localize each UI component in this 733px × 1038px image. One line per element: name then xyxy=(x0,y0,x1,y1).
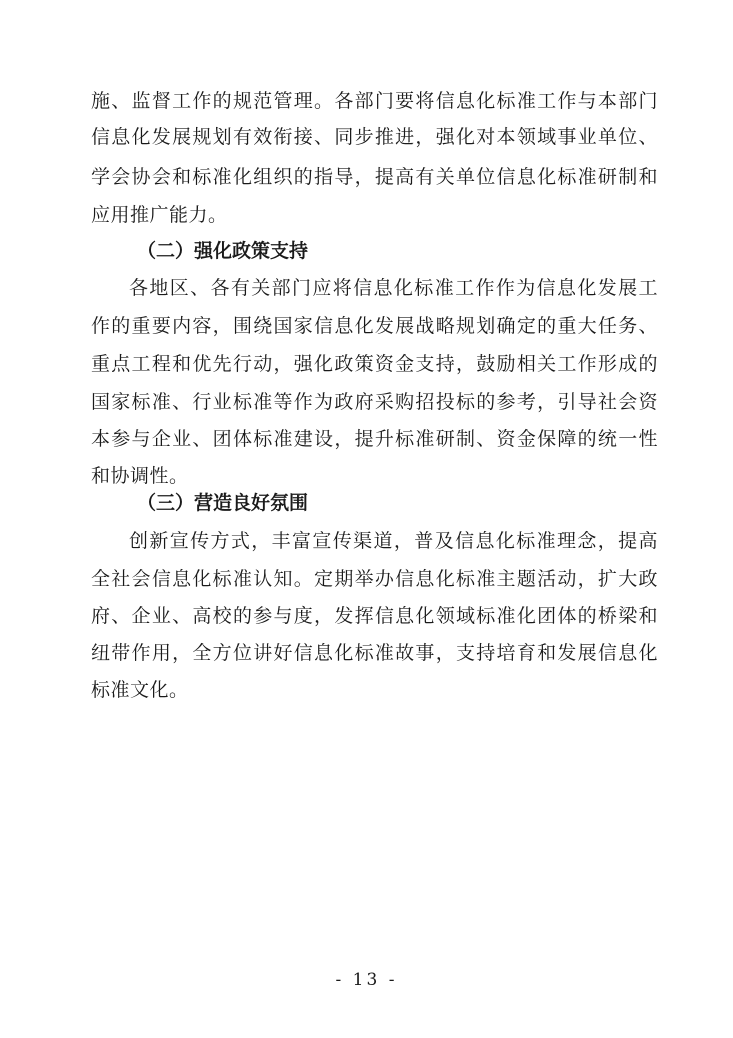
paragraph-line: 信息化发展规划有效衔接、同步推进，强化对本领域事业单位、 xyxy=(91,126,658,148)
paragraph-line: 施、监督工作的规范管理。各部门要将信息化标准工作与本部门 xyxy=(91,90,658,112)
section-heading: （二）强化政策支持 xyxy=(137,240,309,262)
paragraph-line: 和协调性。 xyxy=(91,465,189,487)
paragraph-line: 本参与企业、团体标准建设，提升标准研制、资金保障的统一性 xyxy=(91,428,658,450)
paragraph-line: 创新宣传方式，丰富宣传渠道，普及信息化标准理念，提高 xyxy=(129,530,658,552)
paragraph-line: 学会协会和标准化组织的指导，提高有关单位信息化标准研制和 xyxy=(91,166,658,188)
paragraph-line: 纽带作用，全方位讲好信息化标准故事，支持培育和发展信息化 xyxy=(91,642,658,664)
paragraph-line: 国家标准、行业标准等作为政府采购招投标的参考，引导社会资 xyxy=(91,391,658,413)
section-heading: （三）营造良好氛围 xyxy=(137,492,309,514)
paragraph-line: 重点工程和优先行动，强化政策资金支持，鼓励相关工作形成的 xyxy=(91,353,658,375)
paragraph-line: 各地区、各有关部门应将信息化标准工作作为信息化发展工 xyxy=(129,277,658,299)
paragraph-line: 作的重要内容，围绕国家信息化发展战略规划确定的重大任务、 xyxy=(91,315,658,337)
paragraph-line: 标准文化。 xyxy=(91,679,189,701)
paragraph-line: 应用推广能力。 xyxy=(91,204,228,226)
page-number: - 13 - xyxy=(335,970,398,990)
paragraph-line: 全社会信息化标准认知。定期举办信息化标准主题活动，扩大政 xyxy=(91,568,658,590)
paragraph-line: 府、企业、高校的参与度，发挥信息化领域标准化团体的桥梁和 xyxy=(91,605,658,627)
